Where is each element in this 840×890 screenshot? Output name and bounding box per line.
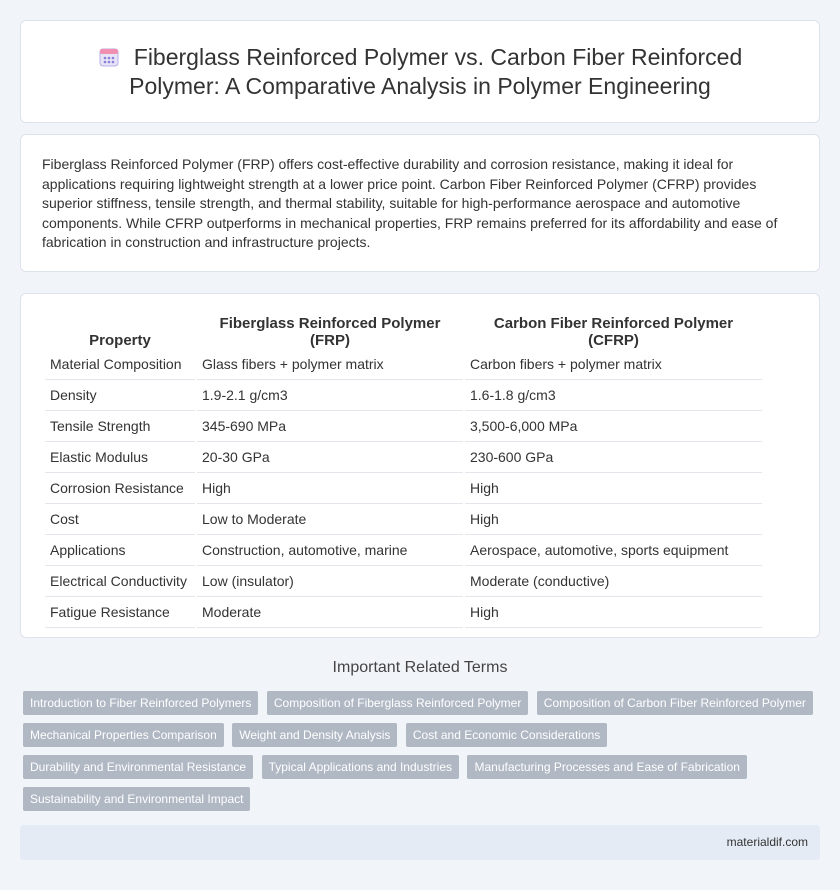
table-cell: Carbon fibers + polymer matrix [465, 349, 762, 380]
table-cell: Cost [45, 504, 195, 535]
table-cell: High [465, 473, 762, 504]
related-terms-section [0, 659, 840, 677]
column-header: Carbon Fiber Reinforced Polymer (CFRP) [493, 315, 734, 349]
table-cell: Material Composition [45, 349, 195, 380]
table-cell: 3,500-6,000 MPa [465, 411, 762, 442]
related-term-tag[interactable]: Durability and Environmental Resistance [23, 755, 253, 779]
table-cell: 1.6-1.8 g/cm3 [465, 380, 762, 411]
table-cell: Tensile Strength [45, 411, 195, 442]
column-header: Fiberglass Reinforced Polymer (FRP) [219, 315, 441, 349]
table-header-row [45, 315, 762, 349]
comparison-card [20, 293, 820, 638]
table-cell: 230-600 GPa [465, 442, 762, 473]
table-cell: Density [45, 380, 195, 411]
table-row [45, 597, 762, 628]
related-term-tag[interactable]: Introduction to Fiber Reinforced Polymers [23, 691, 258, 715]
column-header: Property [89, 332, 151, 349]
table-row [45, 380, 762, 411]
related-term-tag[interactable]: Mechanical Properties Comparison [23, 723, 224, 747]
table-cell: High [465, 597, 762, 628]
summary-card [20, 134, 820, 272]
related-term-tag[interactable]: Cost and Economic Considerations [406, 723, 607, 747]
table-cell: Moderate [197, 597, 463, 628]
related-term-tag[interactable]: Sustainability and Environmental Impact [23, 787, 250, 811]
table-cell: Corrosion Resistance [45, 473, 195, 504]
table-cell: Fatigue Resistance [45, 597, 195, 628]
related-term-tag[interactable]: Typical Applications and Industries [262, 755, 459, 779]
table-row [45, 566, 762, 597]
table-row [45, 442, 762, 473]
table-row [45, 504, 762, 535]
table-row [45, 349, 762, 380]
summary-text: Fiberglass Reinforced Polymer (FRP) offers cost-effective durability and corrosion resistance, making it ideal for applications requiring lightweight strength at a lower price point. Carbon Fiber Reinforced Polymer (CFRP) provides superior stiffness, tensile strength, and thermal stability, suitable for high-performance aerospace and automotive components. While CFRP outperforms in mechanical properties, FRP remains preferred for its affordability and ease of fabrication in construction and infrastructure projects. [42, 156, 778, 251]
related-term-tag[interactable]: Manufacturing Processes and Ease of Fabrication [467, 755, 746, 779]
footer [20, 825, 820, 860]
table-cell: Elastic Modulus [45, 442, 195, 473]
table-cell: High [465, 504, 762, 535]
title-card [20, 20, 820, 123]
table-cell: High [197, 473, 463, 504]
related-terms-title: Important Related Terms [332, 659, 508, 676]
table-cell: Glass fibers + polymer matrix [197, 349, 463, 380]
table-cell: Moderate (conductive) [465, 566, 762, 597]
table-cell: 1.9-2.1 g/cm3 [197, 380, 463, 411]
page-title [61, 43, 779, 101]
related-term-tag[interactable]: Composition of Fiberglass Reinforced Polymer [267, 691, 528, 715]
table-cell: Aerospace, automotive, sports equipment [465, 535, 762, 566]
table-row [45, 535, 762, 566]
calendar-icon [98, 46, 120, 68]
related-terms-tags [23, 691, 823, 819]
related-term-tag[interactable]: Composition of Carbon Fiber Reinforced Polymer [537, 691, 813, 715]
table-row [45, 473, 762, 504]
comparison-table [43, 315, 764, 628]
related-term-tag[interactable]: Weight and Density Analysis [232, 723, 397, 747]
table-cell: 20-30 GPa [197, 442, 463, 473]
table-cell: Low to Moderate [197, 504, 463, 535]
page-title-text: Fiberglass Reinforced Polymer vs. Carbon Fiber Reinforced Polymer: A Comparative Analysis in Polymer Engineering [129, 43, 743, 99]
table-cell: 345-690 MPa [197, 411, 463, 442]
table-row [45, 411, 762, 442]
table-cell: Applications [45, 535, 195, 566]
table-cell: Construction, automotive, marine [197, 535, 463, 566]
footer-site-link[interactable]: materialdif.com [726, 835, 808, 849]
table-cell: Low (insulator) [197, 566, 463, 597]
table-cell: Electrical Conductivity [45, 566, 195, 597]
